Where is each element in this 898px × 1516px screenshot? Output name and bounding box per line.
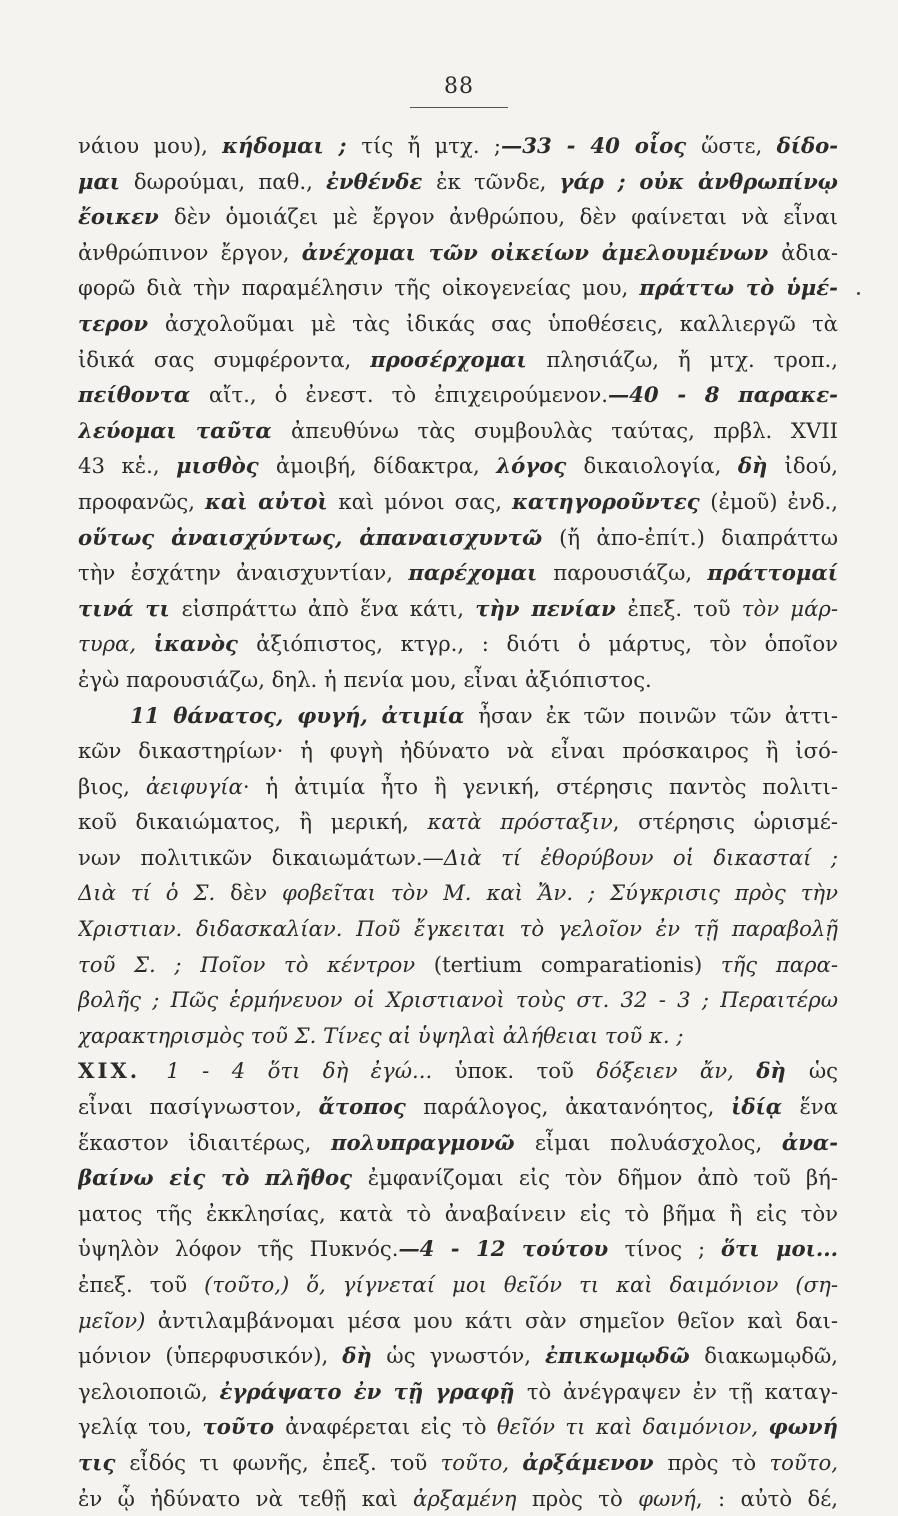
page-number-rule	[410, 107, 508, 108]
lemma-term: δὴ	[342, 1343, 387, 1369]
italic-text: τῆς παρα-	[720, 951, 838, 977]
text-run: κῶν δικαστηρίων· ἡ φυγὴ ἠδύνατο νὰ εἶναι πρόσκαιρος ἢ ἰσό-	[78, 738, 838, 764]
text-line	[78, 1160, 838, 1196]
lemma-term: μαι	[78, 168, 134, 194]
lemma-term: ἐγράψατο ἐν τῇ γραφῇ	[219, 1378, 527, 1404]
lemma-term: καὶ αὐτοὶ	[205, 488, 339, 514]
text-line	[78, 342, 838, 378]
text-run: τίς ἤ μτχ. ;	[361, 133, 502, 158]
lemma-term: ἄτοπος	[318, 1094, 424, 1120]
lemma-term: ἰδίᾳ	[731, 1094, 800, 1120]
lemma-term: τερον	[78, 310, 165, 336]
text-line	[78, 1409, 838, 1445]
text-line	[78, 982, 838, 1018]
text-line	[78, 840, 838, 876]
page-number: 88	[444, 74, 474, 99]
text-line	[78, 1231, 838, 1267]
text-run: δὲν ὁμοιάζει μὲ ἔργον ἀνθρώπου, δὲν φαίνεται νὰ εἶναι	[173, 204, 838, 230]
text-line	[78, 769, 838, 805]
text-run: ἰδικά σας συμφέροντα,	[78, 346, 371, 372]
text-line	[78, 484, 838, 520]
text-run: ἀντιλαμβάνομαι μέσα μου κάτι σὰν σημεῖον θεῖον καὶ δαι-	[157, 1307, 838, 1333]
lemma-term: XIX.	[78, 1058, 167, 1084]
text-run: ἐν ᾧ ἠδύνατο νὰ τεθῇ καὶ	[78, 1485, 414, 1511]
text-line	[78, 662, 838, 698]
text-line	[78, 448, 838, 484]
text-run: παρουσιάζω,	[553, 560, 708, 586]
text-line	[78, 1089, 838, 1125]
text-line	[78, 413, 838, 449]
italic-text: ἀρξαμένη	[413, 1485, 532, 1511]
text-run: ἀσχολοῦμαι μὲ τὰς ἰδικάς σας ὑποθέσεις, καλλιεργῶ τὰ	[164, 310, 838, 336]
lemma-term: γάρ ; οὐκ ἀνθρωπίνῳ	[559, 168, 838, 194]
text-run: τὸ ἀνέγραψεν ἐν τῇ καταγ-	[526, 1378, 838, 1404]
italic-text: —Διὰ τί ἐθορύβουν οἱ δικασταί ;	[422, 844, 838, 870]
text-run: αἴτ., ὁ ἐνεστ. τὸ ἐπιχειρούμενον.	[208, 382, 608, 408]
italic-text: 1 - 4 ὅτι δὴ ἐγώ...	[166, 1058, 455, 1084]
text-run: (tertium comparationis)	[433, 951, 721, 977]
text-run: (ἤ ἀπο-ἐπίτ.) διαπράττω	[559, 524, 838, 550]
italic-text: δόξειεν ἄν,	[596, 1058, 757, 1084]
lemma-term: κήδομαι ;	[222, 133, 362, 158]
text-run: εἶδός τι φωνῆς, ἐπεξ. τοῦ	[129, 1449, 441, 1475]
text-run: παράλογος, ἀκατανόητος,	[423, 1094, 732, 1120]
text-run: , : αὐτὸ δέ,	[695, 1485, 838, 1511]
lemma-term: ἀνέχομαι τῶν οἰκείων ἀμελουμένων	[301, 239, 782, 265]
text-run: ἐπεξ. τοῦ	[627, 595, 742, 621]
text-run: τίνος ;	[624, 1236, 721, 1262]
text-line	[78, 875, 838, 911]
italic-text: θεῖόν τι καὶ δαιμόνιον,	[496, 1414, 769, 1440]
lemma-term: λεύομαι ταῦτα	[78, 417, 291, 443]
lemma-term: 11 θάνατος, φυγή, ἀτιμία	[130, 702, 479, 728]
lemma-term: μισθὸς	[176, 453, 276, 479]
italic-text: τοῦ Σ. ; Ποῖον τὸ κέντρον	[78, 951, 434, 977]
text-line	[78, 1125, 838, 1161]
text-run: ὡς	[808, 1058, 838, 1084]
text-line	[78, 1374, 838, 1410]
text-line	[78, 591, 838, 627]
text-line	[78, 1303, 838, 1339]
lemma-term: ἐνθένδε	[326, 168, 437, 194]
text-run: ἀναφέρεται εἰς τὸ	[285, 1414, 497, 1440]
text-line	[78, 306, 838, 342]
text-run: ἀπευθύνω τὰς συμβουλὰς ταύτας, πρβλ. XVII	[291, 417, 838, 443]
italic-text: κατὰ πρόσταξιν	[427, 809, 613, 835]
lemma-term: πείθοντα	[78, 382, 209, 408]
italic-text: (τοῦτο,) ὅ, γίγνεταί μοι θεῖόν τι καὶ δαιμόνιον (ση-	[204, 1272, 838, 1297]
lemma-term: δὴ	[737, 453, 785, 479]
lemma-term: κατηγοροῦντες	[511, 488, 711, 514]
lemma-term: τις	[78, 1449, 130, 1475]
text-run: γελίᾳ του,	[78, 1414, 203, 1440]
text-line	[78, 1196, 838, 1232]
text-run: ἕκαστον ἰδιαιτέρως,	[78, 1129, 331, 1155]
text-run: δικαιολογία,	[583, 453, 738, 479]
text-run: ἐμφανίζομαι εἰς τὸν δῆμον ἀπὸ τοῦ βή-	[367, 1165, 838, 1191]
italic-text: φωνή	[638, 1485, 696, 1511]
lemma-term: τὴν πενίαν	[475, 595, 628, 621]
text-run: ἐγὼ παρουσιάζω, δηλ. ἡ πενία μου, εἶναι ἀξιόπιστος.	[78, 666, 652, 692]
text-run: εἰσπράττω ἀπὸ ἕνα κάτι,	[181, 595, 476, 621]
lemma-term: βαίνω εἰς τὸ πλῆθος	[78, 1165, 368, 1191]
text-run: , στέρησις ὡρισμέ-	[612, 809, 838, 835]
text-run: διακωμῳδῶ,	[704, 1343, 838, 1369]
lemma-term: —33 - 40 οἷος	[501, 133, 702, 158]
italic-text: φοβεῖται τὸν Μ. καὶ Ἄν. ; Σύγκρισις πρὸς τὴν	[282, 880, 838, 906]
text-run: ἐκ τῶνδε,	[436, 168, 560, 194]
text-run: δωρούμαι, παθ.,	[133, 168, 326, 194]
text-run: ἕνα	[799, 1094, 838, 1120]
lemma-term: ἀνα-	[781, 1129, 838, 1155]
text-run: μόνιον (ὑπερφυσικόν),	[78, 1343, 343, 1369]
text-run: · ἡ ἀτιμία ἦτο ἢ γενική, στέρησις παντὸς πολιτι-	[242, 773, 838, 799]
text-run: καὶ μόνοι σας,	[338, 488, 512, 514]
text-run: προφανῶς,	[78, 488, 206, 514]
text-line	[78, 520, 838, 556]
text-run: 43 κἑ.,	[78, 453, 177, 479]
text-run: ἀμοιβή, δίδακτρα,	[275, 453, 497, 479]
text-line	[78, 698, 838, 734]
lemma-term: τινά τι	[78, 595, 182, 621]
text-line	[78, 270, 838, 306]
text-run: κοῦ δικαιώματος, ἢ μερική,	[78, 809, 428, 835]
text-line	[78, 377, 838, 413]
text-line	[78, 1018, 838, 1054]
lemma-term: τοῦτο	[202, 1414, 286, 1440]
lemma-term: δὴ	[756, 1058, 809, 1084]
margin-mark	[857, 292, 860, 295]
text-run: ἀνθρώπινον ἔργον,	[78, 239, 302, 265]
lemma-term: ἀρξάμενον	[522, 1449, 668, 1475]
italic-text: τυρα,	[78, 631, 154, 657]
text-run: (ἐμοῦ) ἐνδ.,	[710, 488, 838, 514]
italic-text: Χριστιαν. διδασκαλίαν. Ποῦ ἔγκειται τὸ γελοῖον ἐν τῇ παραβολῇ	[78, 916, 838, 942]
lemma-term: ἱκανὸς	[153, 631, 257, 657]
text-run: δὲν	[230, 880, 283, 906]
lemma-term: πράττω τὸ ὑμέ-	[639, 275, 838, 301]
text-line	[78, 1338, 838, 1374]
text-run: ματος τῆς ἐκκλησίας, κατὰ τὸ ἀναβαίνειν εἰς τὸ βῆμα ἢ εἰς τὸν	[78, 1200, 838, 1226]
text-line	[78, 947, 838, 983]
italic-text: τοῦτο,	[769, 1449, 838, 1475]
text-run: γελοιοποιῶ,	[78, 1378, 220, 1404]
text-line	[78, 1481, 838, 1516]
italic-text: τοῦτο,	[440, 1449, 523, 1475]
text-run: ὑψηλὸν λόφον τῆς Πυκνός.	[78, 1236, 399, 1262]
text-line	[78, 804, 838, 840]
text-line	[78, 235, 838, 271]
lemma-term: δίδο-	[776, 133, 838, 158]
text-run: βιος,	[78, 773, 146, 799]
lemma-term: ἐπικωμῳδῶ	[544, 1343, 705, 1369]
lemma-term: οὕτως ἀναισχύντως, ἀπαναισχυντῶ	[78, 524, 560, 550]
text-line	[78, 199, 838, 235]
lemma-term: προσέρχομαι	[370, 346, 547, 372]
lemma-term: παρέχομαι	[408, 560, 554, 586]
text-run: πρὸς τὸ	[531, 1485, 639, 1511]
text-run: πλησιάζω, ἤ μτχ. τροπ.,	[546, 346, 838, 372]
text-line	[78, 1053, 838, 1089]
lemma-term: πολυπραγμονῶ	[330, 1129, 535, 1155]
text-run: φορῶ διὰ τὴν παραμέλησιν τῆς οἰκογενείας μου,	[78, 275, 640, 301]
text-run: εἶναι πασίγνωστον,	[78, 1094, 319, 1120]
lemma-term: λόγος	[496, 453, 584, 479]
lemma-term: φωνή	[768, 1414, 838, 1440]
text-line	[78, 128, 838, 164]
body-text	[78, 128, 838, 1516]
text-line	[78, 164, 838, 200]
lemma-term: ὅτι μοι...	[720, 1236, 838, 1262]
lemma-term: ἔοικεν	[78, 204, 174, 230]
text-run: ὥστε,	[701, 133, 777, 158]
text-run: ὡς γνωστόν,	[386, 1343, 545, 1369]
text-run: νάιου μου),	[78, 133, 223, 158]
text-run: ἀδια-	[781, 239, 838, 265]
italic-text: Διὰ τί ὁ Σ.	[78, 880, 231, 906]
italic-text: τὸν μάρ-	[741, 595, 838, 621]
text-run: εἶμαι πολυάσχολος,	[534, 1129, 782, 1155]
text-run: νων πολιτικῶν δικαιωμάτων.	[78, 844, 423, 870]
italic-text: μεῖον)	[78, 1307, 158, 1333]
text-line	[78, 1445, 838, 1481]
text-line	[78, 626, 838, 662]
lemma-term: —40 - 8 παρακε-	[607, 382, 838, 408]
text-run: ἐπεξ. τοῦ	[78, 1272, 205, 1297]
text-run: ἰδού,	[784, 453, 838, 479]
text-line	[78, 555, 838, 591]
italic-text: χαρακτηρισμὸς τοῦ Σ. Τίνες αἱ ὑψηλαὶ ἀλήθειαι τοῦ κ. ;	[78, 1022, 684, 1048]
text-run: πρὸς τὸ	[667, 1449, 770, 1475]
text-run: ἀξιόπιστος, κτγρ., : διότι ὁ μάρτυς, τὸν ὁποῖον	[256, 631, 838, 657]
lemma-term: πράττομαί	[707, 560, 838, 586]
text-run: τὴν ἐσχάτην ἀναισχυντίαν,	[78, 560, 409, 586]
text-line	[78, 911, 838, 947]
italic-text: ἀειφυγία	[145, 773, 243, 799]
text-line	[78, 1267, 838, 1303]
text-line	[78, 733, 838, 769]
text-run: ἦσαν ἐκ τῶν ποινῶν τῶν ἀττι-	[478, 702, 838, 728]
lemma-term: —4 - 12 τούτου	[398, 1236, 625, 1262]
italic-text: βολῆς ; Πῶς ἑρμήνευον οἱ Χριστιανοὶ τοὺς στ. 32 - 3 ; Περαιτέρω	[78, 987, 838, 1013]
text-run: ὑποκ. τοῦ	[454, 1058, 597, 1084]
